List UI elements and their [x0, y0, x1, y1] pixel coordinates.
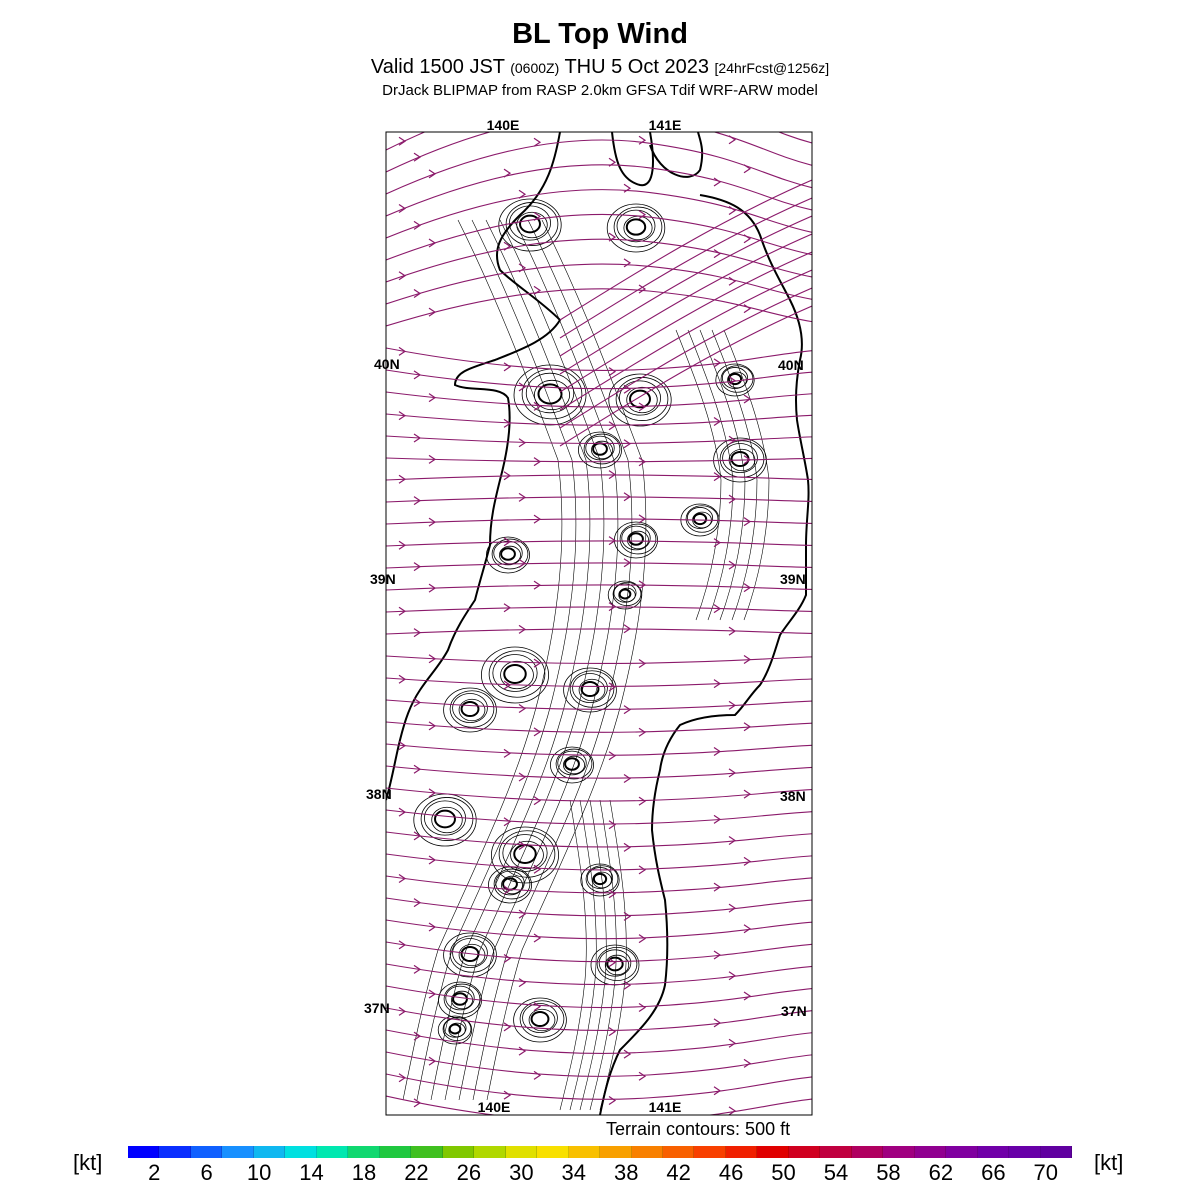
colorbar-swatch: [946, 1146, 977, 1158]
valid-utc: (0600Z): [510, 60, 560, 76]
colorbar-labels: [128, 1158, 1072, 1188]
colorbar-label: 6: [200, 1160, 213, 1185]
forecast-info: [24hrFcst@1256z]: [714, 60, 830, 76]
colorbar-swatch: [632, 1146, 663, 1158]
colorbar-swatch: [348, 1146, 379, 1158]
colorbar-swatch: [191, 1146, 222, 1158]
colorbar-swatch: [600, 1146, 631, 1158]
valid-prefix: Valid 1500 JST: [370, 56, 511, 78]
lat-label-39n-left: 39N: [370, 571, 396, 587]
lat-label-37n-left: 37N: [364, 1000, 390, 1016]
bottom-lon-label-141e: 141E: [648, 1099, 682, 1115]
colorbar-swatch: [569, 1146, 600, 1158]
top-lon-label-141e: 141E: [648, 117, 682, 133]
colorbar-swatch: [474, 1146, 505, 1158]
colorbar-swatch: [820, 1146, 851, 1158]
colorbar-label: 10: [246, 1160, 272, 1185]
colorbar-swatch: [411, 1146, 442, 1158]
colorbar-label: 46: [718, 1160, 744, 1185]
colorbar-swatch: [285, 1146, 316, 1158]
colorbar-swatch: [789, 1146, 820, 1158]
colorbar-swatch: [222, 1146, 253, 1158]
colorbar-swatch: [883, 1146, 914, 1158]
wind-arrow: [624, 110, 630, 118]
wind-arrow: [714, 106, 720, 114]
colorbar-label: 26: [456, 1160, 482, 1185]
colorbar-swatch: [128, 1146, 159, 1158]
colorbar-label: 50: [771, 1160, 796, 1185]
colorbar-swatch: [380, 1146, 411, 1158]
colorbar-swatch: [726, 1146, 757, 1158]
colorbar-swatch: [537, 1146, 568, 1158]
lat-label-38n-right: 38N: [780, 788, 806, 804]
colorbar-label: 34: [561, 1160, 587, 1185]
colorbar-label: 58: [876, 1160, 901, 1185]
colorbar-label: 18: [351, 1160, 377, 1185]
terrain-contour-note: Terrain contours: 500 ft: [606, 1119, 791, 1139]
colorbar-swatch: [317, 1146, 348, 1158]
colorbar-unit-right: [kt]: [1094, 1150, 1124, 1175]
colorbar-label: 54: [823, 1160, 849, 1185]
lat-label-40n-right: 40N: [778, 357, 804, 373]
colorbar-swatch: [159, 1146, 190, 1158]
colorbar-label: 42: [666, 1160, 691, 1185]
colorbar-swatch: [1009, 1146, 1040, 1158]
wind-arrow: [504, 96, 510, 104]
colorbar-label: 62: [928, 1160, 954, 1185]
colorbar-swatch: [915, 1146, 946, 1158]
colorbar-label: 70: [1033, 1160, 1059, 1185]
colorbar-swatch: [663, 1146, 694, 1158]
top-lon-label-140e: 140E: [486, 117, 520, 133]
valid-date: THU 5 Oct 2023: [559, 56, 715, 78]
colorbar: [128, 1146, 1072, 1158]
colorbar-label: 38: [613, 1160, 639, 1185]
map-background: [386, 132, 812, 1115]
colorbar-swatch: [694, 1146, 725, 1158]
lat-label-39n-right: 39N: [780, 571, 806, 587]
colorbar-label: 22: [404, 1160, 429, 1185]
lat-label-40n-left: 40N: [374, 356, 400, 372]
bottom-lon-label-140e: 140E: [477, 1099, 511, 1115]
colorbar-swatch: [978, 1146, 1009, 1158]
colorbar-label: 14: [299, 1160, 324, 1185]
wind-arrow: [519, 117, 525, 125]
colorbar-swatch: [443, 1146, 474, 1158]
colorbar-unit-left: [kt]: [73, 1150, 103, 1175]
wind-arrow: [609, 83, 615, 91]
colorbar-swatch: [506, 1146, 537, 1158]
model-credit: DrJack BLIPMAP from RASP 2.0km GFSA Tdif WRF-ARW model: [382, 82, 818, 99]
colorbar-swatch: [254, 1146, 285, 1158]
chart-title: BL Top Wind: [512, 18, 688, 50]
lat-label-38n-left: 38N: [366, 786, 392, 802]
lat-label-37n-right: 37N: [781, 1003, 807, 1019]
colorbar-label: 66: [981, 1160, 1006, 1185]
colorbar-label: 2: [148, 1160, 161, 1185]
colorbar-swatch: [852, 1146, 883, 1158]
colorbar-swatch: [757, 1146, 788, 1158]
colorbar-swatch: [1041, 1146, 1072, 1158]
wind-arrow: [519, 1116, 525, 1124]
colorbar-label: 30: [509, 1160, 534, 1185]
